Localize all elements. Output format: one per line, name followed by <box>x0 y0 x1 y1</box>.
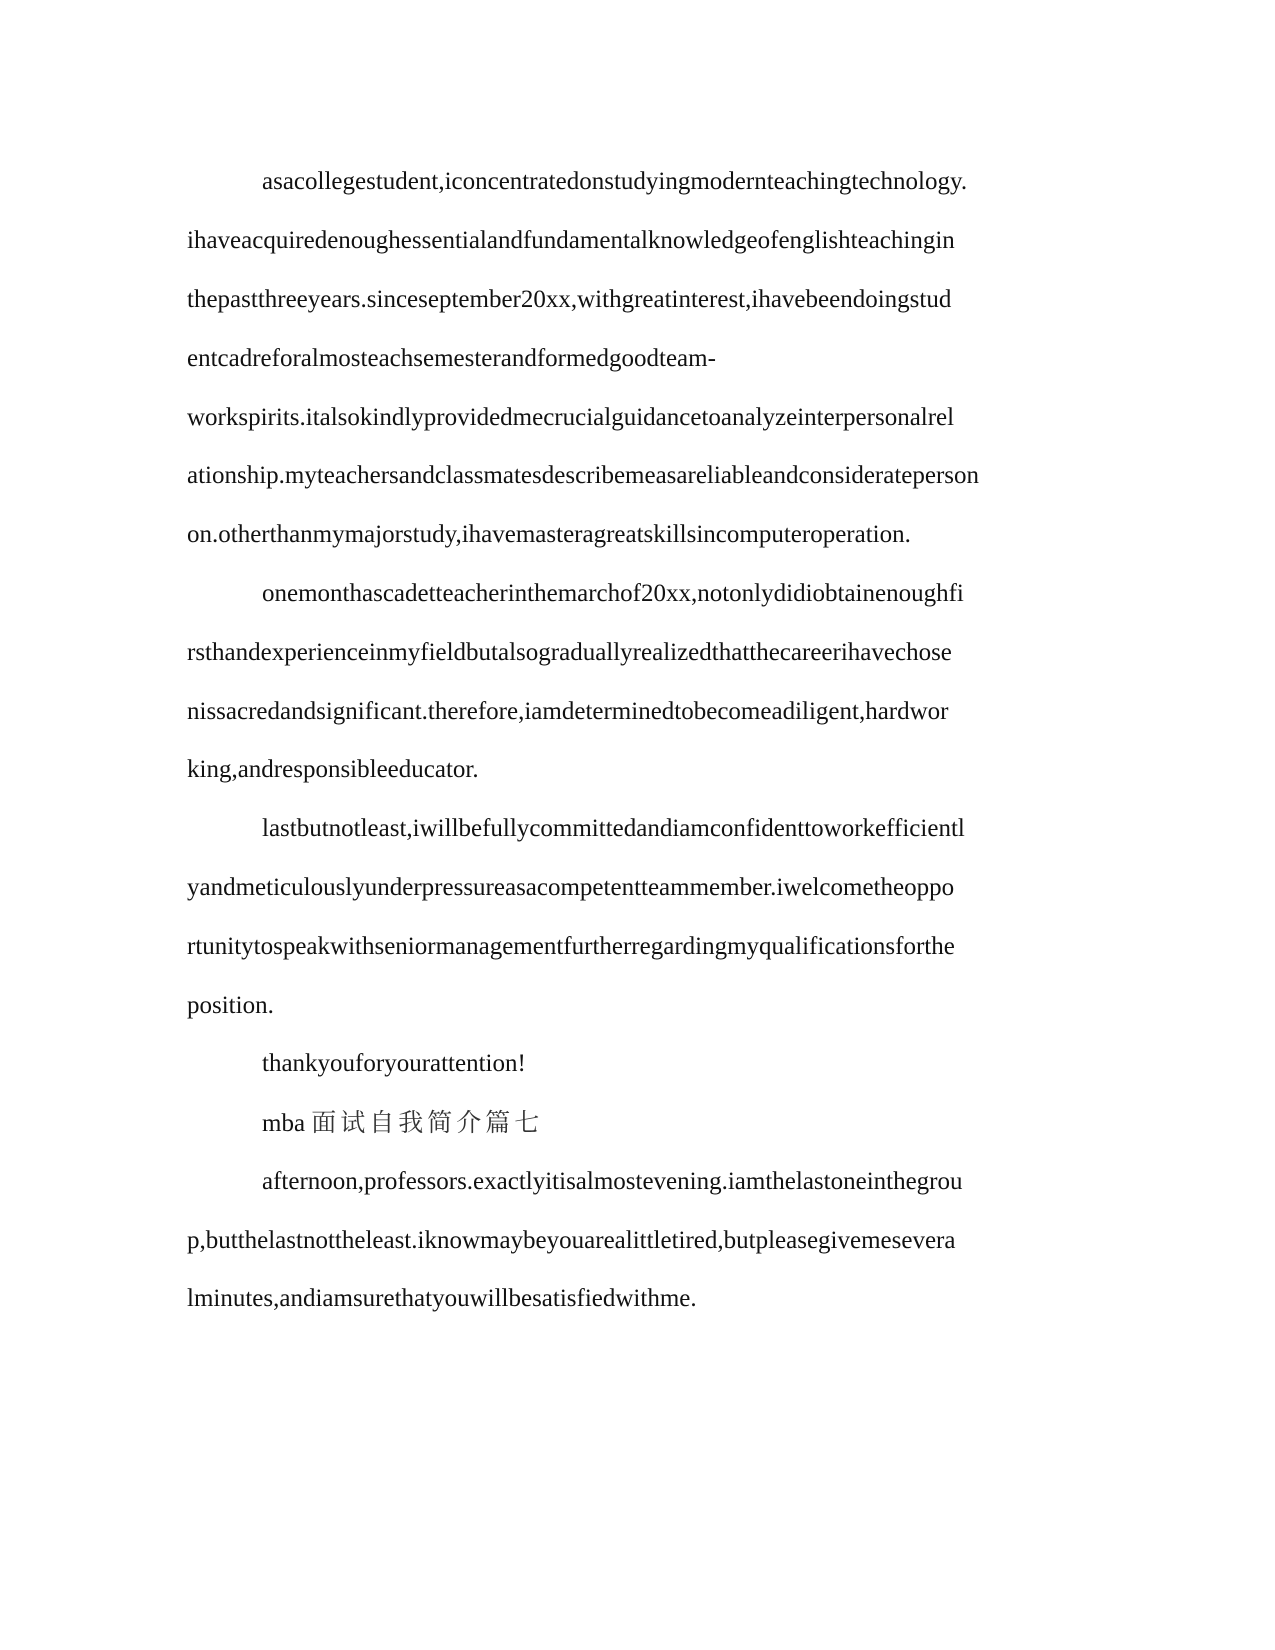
paragraph-4-line-2: p,butthelastnottheleast.iknowmaybeyouarealittletired,butpleasegivemesevera <box>187 1227 956 1254</box>
paragraph-2-line-4: king,andresponsibleeducator. <box>187 756 479 783</box>
paragraph-2-line-3: nissacredandsignificant.therefore,iamdeterminedtobecomeadiligent,hardwor <box>187 698 949 725</box>
paragraph-3-line-4: position. <box>187 992 274 1019</box>
paragraph-1-line-2: ihaveacquiredenoughessentialandfundamentalknowledgeofenglishteachingin <box>187 227 955 254</box>
paragraph-1-line-6: ationship.myteachersandclassmatesdescribemeasareliableandconsiderateperson <box>187 462 980 489</box>
paragraph-2-line-1: onemonthascadetteacherinthemarchof20xx,notonlydidiobtainenoughfi <box>262 580 964 607</box>
paragraph-4-line-1: afternoon,professors.exactlyitisalmostevening.iamthelastoneinthegrou <box>262 1168 963 1195</box>
section-heading-latin: mba <box>262 1110 306 1137</box>
paragraph-1-line-7: on.otherthanmymajorstudy,ihavemasteragreatskillsincomputeroperation. <box>187 521 911 548</box>
paragraph-1-line-3: thepastthreeyears.sinceseptember20xx,withgreatinterest,ihavebeendoingstud <box>187 286 952 313</box>
paragraph-4-line-3: lminutes,andiamsurethatyouwillbesatisfiedwithme. <box>187 1285 697 1312</box>
paragraph-3-line-3: rtunitytospeakwithseniormanagementfurtherregardingmyqualificationsforthe <box>187 933 955 960</box>
section-heading <box>262 1103 1162 1143</box>
section-heading-cjk: 面试自我简介篇七 <box>311 1108 544 1137</box>
paragraph-2-line-2: rsthandexperienceinmyfieldbutalsograduallyrealizedthatthecareerihavechose <box>187 639 952 666</box>
paragraph-3-line-1: lastbutnotleast,iwillbefullycommittedandiamconfidenttoworkefficientl <box>262 815 965 842</box>
paragraph-1-line-5: workspirits.italsokindlyprovidedmecrucialguidancetoanalyzeinterpersonalrel <box>187 404 955 431</box>
paragraph-3-line-2: yandmeticulouslyunderpressureasacompetentteammember.iwelcometheoppo <box>187 874 955 901</box>
paragraph-1-line-4: entcadreforalmosteachsemesterandformedgoodteam- <box>187 345 716 372</box>
paragraph-1-line-1: asacollegestudent,iconcentratedonstudyingmodernteachingtechnology. <box>262 168 968 195</box>
closing-line: thankyouforyourattention! <box>262 1050 526 1077</box>
